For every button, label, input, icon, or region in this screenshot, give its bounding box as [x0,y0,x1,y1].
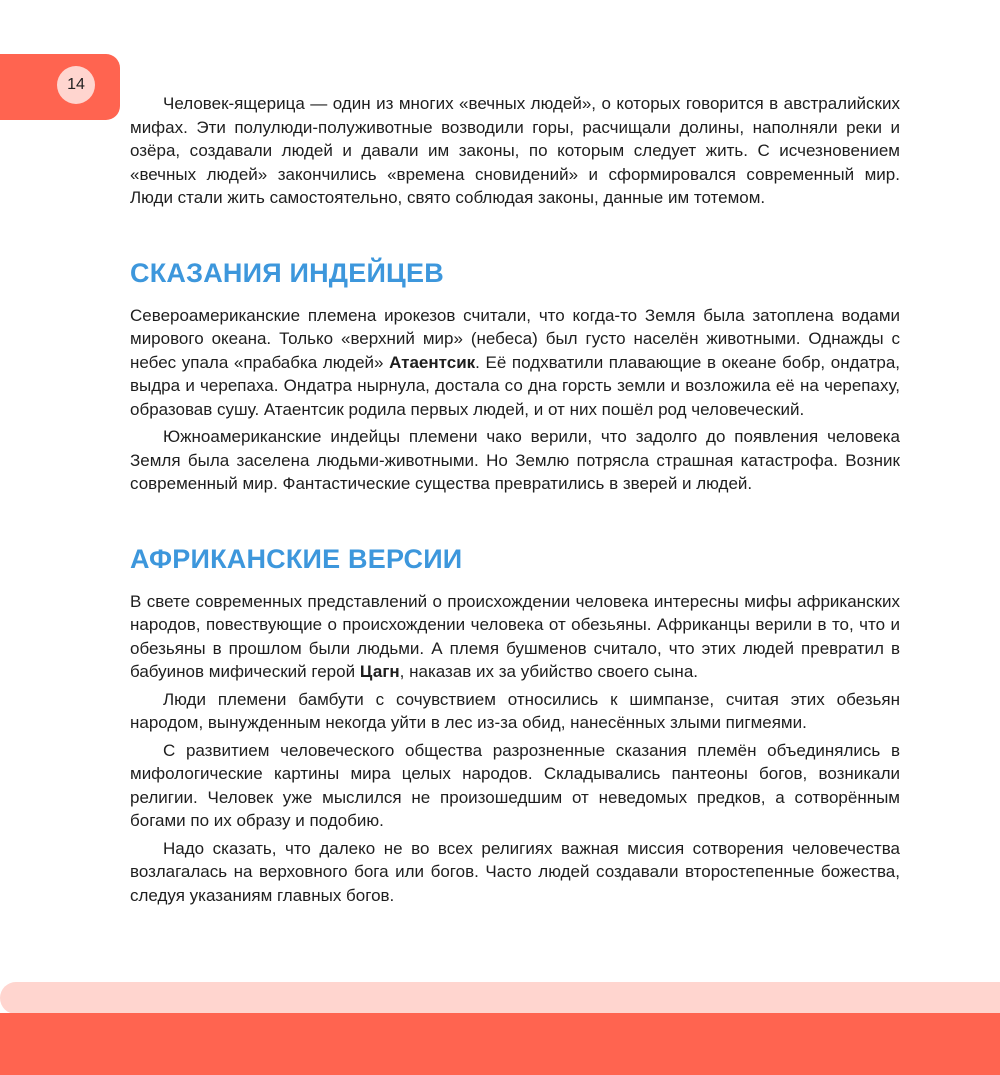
paragraph-african-myths [130,590,900,684]
paragraph-religions: Надо сказать, что далеко не во всех религиях важная миссия сотворения человечества возлагалась на верховного бога или богов. Часто людей создавали второстепенные божества, следуя указаниям главных богов. [130,838,900,905]
paragraph-chaco: Южноамериканские индейцы племени чако верили, что задолго до появления человека Земля была заселена людьми-животными. Но Землю потрясла страшная катастрофа. Возник современный мир. Фантастические существа превратились в зверей и людей. [130,427,900,493]
text: . Её подхватили плавающие в океане бобр, ондатра, выдра и черепаха. Ондатра нырнула, достала со дна горсть земли и возложила её на черепаху, образовав сушу. Атаентсик родила первых людей, и от них пошёл род человеческий. [130,352,901,419]
footer-band [0,1013,1000,1075]
intro-paragraph: Человек-ящерица — один из многих «вечных людей», о которых говорится в австралийских мифах. Эти полулюди-полуживотные возводили горы, расчищали долины, наполняли реки и озёра, создавали людей и давали им законы, по которым следует жить. С исчезновением «вечных людей» закончились «времена сновидений» и сформировался современный мир. Люди стали жить самостоятельно, свято соблюдая законы, данные им тотемом. [130,94,900,207]
text: Североамериканские племена ирокезов считали, что когда-то Земля была затоплена водами мирового океана. Только «верхний мир» (небеса) был густо населён животными. Однажды с небес упала «прабабка людей» [130,305,900,372]
text: В свете современных представлений о происхождении человека интересны мифы африканских народов, повествующие о происхождении человека от обезьяны. Африканцы верили в то, что и обезьяны в прошлом были людьми. А племя бушменов считало, что этих людей превратил в бабуинов мифический герой [130,591,900,681]
section-heading-indians: СКАЗАНИЯ ИНДЕЙЦЕВ [130,257,444,288]
bold-term-ataentsik: Атаентсик [389,352,476,372]
paragraph-iroquois [130,304,900,422]
bold-term-tsagn: Цагн [359,662,400,681]
section-heading-african: АФРИКАНСКИЕ ВЕРСИИ [130,543,463,574]
text: , наказав их за убийство своего сына. [399,662,698,681]
page-content [130,92,900,907]
paragraph-bambuti: Люди племени бамбути с сочувствием относились к шимпанзе, считая этих обезьян народом, вынужденным некогда уйти в лес из-за обид, нанесённых злыми пигмеями. [130,689,900,732]
page-number: 14 [57,66,95,104]
paragraph-pantheons: С развитием человеческого общества разрозненные сказания племён объединялись в мифологические картины мира целых народов. Складывались пантеоны богов, возникали религии. Человек уже мыслился не произошедшим от неведомых предков, а сотворённым богами по их образу и подобию. [130,740,900,830]
footer-band-light [0,982,1000,1014]
